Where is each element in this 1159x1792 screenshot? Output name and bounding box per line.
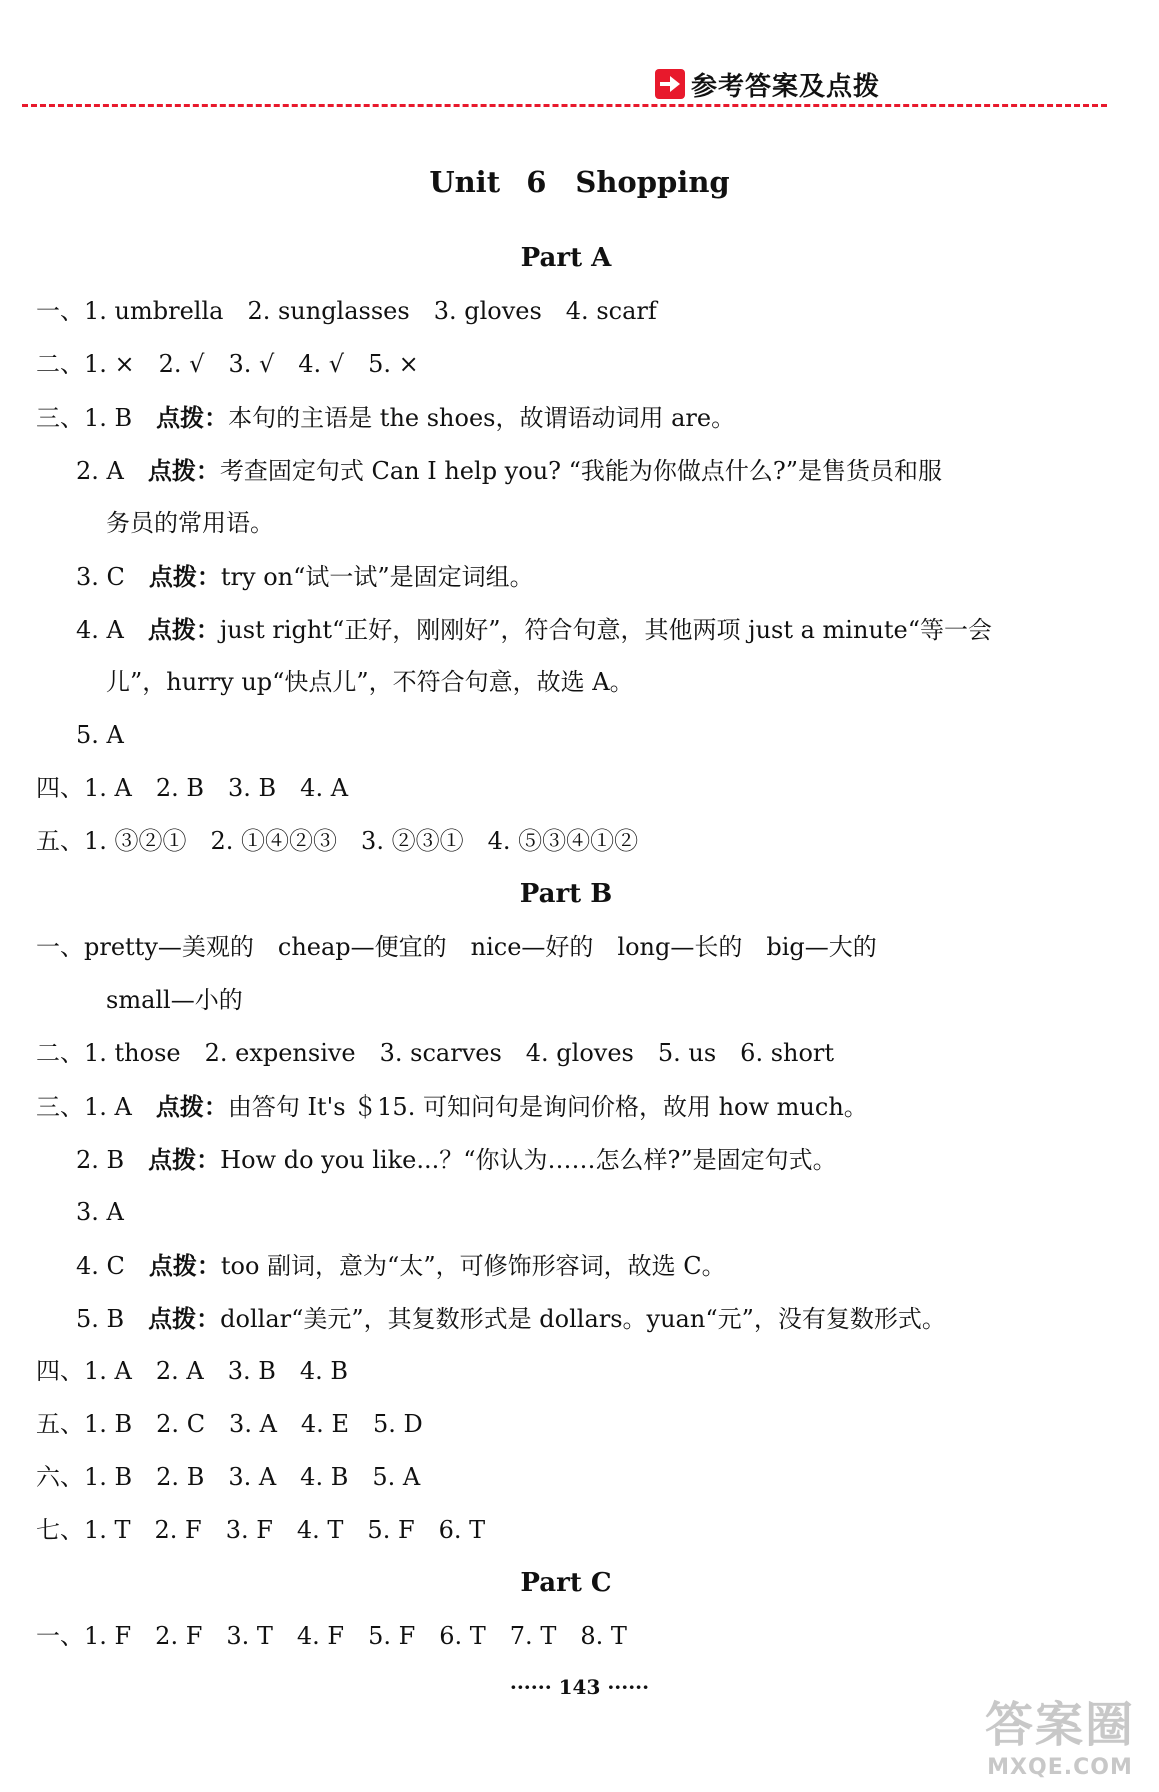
watermark-logo bbox=[970, 1695, 1150, 1790]
answer-text: 六、1. B 2. B 3. A 4. B 5. A bbox=[36, 1463, 421, 1491]
section-heading: Part B bbox=[519, 879, 613, 909]
answer-line bbox=[36, 391, 1096, 444]
tip-label: 点拨： bbox=[156, 403, 229, 432]
answer-text: 三、1. A bbox=[36, 1093, 132, 1121]
tip-note: How do you like...？“你认为……怎么样?”是固定句式。 bbox=[220, 1146, 837, 1174]
tip-label: 点拨： bbox=[148, 562, 221, 591]
answer-text: 4. C bbox=[76, 1252, 125, 1280]
tip-note: just right“正好，刚刚好”，符合句意，其他两项 just a minute“等一会 bbox=[219, 616, 993, 644]
page-header bbox=[0, 0, 1159, 110]
tip-note: 考查固定句式 Can I help you? “我能为你做点什么?”是售货员和服 bbox=[219, 457, 943, 485]
tip-label: 点拨： bbox=[147, 456, 220, 485]
tip-note: 本句的主语是 the shoes，故谓语动词用 are。 bbox=[228, 404, 736, 432]
answer-line bbox=[36, 1133, 1096, 1186]
answer-line bbox=[36, 1345, 1096, 1398]
answer-content bbox=[36, 232, 1096, 1663]
tip-note: dollar“美元”，其复数形式是 dollars。yuan“元”，没有复数形式。 bbox=[220, 1305, 946, 1333]
answer-text: 务员的常用语。 bbox=[106, 509, 274, 537]
answer-text: 一、1. F 2. F 3. T 4. F 5. F 6. T 7. T 8. T bbox=[36, 1622, 627, 1650]
answer-text: 七、1. T 2. F 3. F 4. T 5. F 6. T bbox=[36, 1516, 486, 1544]
unit-title: Unit 6 Shopping bbox=[429, 165, 730, 199]
section-heading: Part C bbox=[520, 1568, 612, 1598]
answer-text: 三、1. B bbox=[36, 404, 133, 432]
answer-line bbox=[36, 656, 1096, 709]
answer-line bbox=[36, 550, 1096, 603]
answer-line bbox=[36, 1027, 1096, 1080]
answer-line bbox=[36, 1398, 1096, 1451]
tip-label: 点拨： bbox=[148, 1304, 221, 1333]
page-number: ······ 143 ······ bbox=[509, 1675, 650, 1699]
answer-text: 五、1. ③②① 2. ①④②③ 3. ②③① 4. ⑤③④①② bbox=[36, 827, 639, 855]
answer-line bbox=[36, 1080, 1096, 1133]
answer-text: 2. A bbox=[76, 457, 124, 485]
answer-line bbox=[36, 1239, 1096, 1292]
answer-line bbox=[36, 921, 1096, 974]
answer-line bbox=[36, 497, 1096, 550]
answer-line bbox=[36, 974, 1096, 1027]
watermark-main: 答案圈 bbox=[984, 1697, 1135, 1753]
watermark-sub: MXQE.COM bbox=[987, 1755, 1133, 1780]
tip-note: 由答句 It's ＄15. 可知问句是询问价格，故用 how much。 bbox=[227, 1093, 868, 1121]
answer-text: 5. A bbox=[76, 721, 124, 749]
answer-line bbox=[36, 1504, 1096, 1557]
answer-text: 5. B bbox=[76, 1305, 125, 1333]
tip-label: 点拨： bbox=[148, 1251, 221, 1280]
answer-line bbox=[36, 444, 1096, 497]
answer-line bbox=[36, 762, 1096, 815]
answer-line bbox=[36, 603, 1096, 656]
section-heading: Part A bbox=[520, 243, 612, 273]
answer-line bbox=[36, 338, 1096, 391]
tip-note: too 副词，意为“太”，可修饰形容词，故选 C。 bbox=[220, 1252, 726, 1280]
answer-text: 二、1. × 2. √ 3. √ 4. √ 5. × bbox=[36, 350, 419, 378]
answer-line bbox=[36, 1292, 1096, 1345]
header-title bbox=[655, 64, 880, 104]
answer-line bbox=[36, 285, 1096, 338]
answer-line bbox=[36, 815, 1096, 868]
answer-text: 儿”，hurry up“快点儿”，不符合句意，故选 A。 bbox=[106, 668, 634, 696]
header-dashed-rule bbox=[22, 104, 1107, 107]
answer-text: 4. A bbox=[76, 616, 124, 644]
answer-text: 二、1. those 2. expensive 3. scarves 4. gloves 5. us 6. short bbox=[36, 1039, 835, 1067]
answer-line bbox=[36, 1451, 1096, 1504]
answer-text: 3. A bbox=[76, 1198, 124, 1226]
answer-text: 一、1. umbrella 2. sunglasses 3. gloves 4. scarf bbox=[36, 297, 657, 325]
answer-text: 3. C bbox=[76, 563, 125, 591]
answer-line bbox=[36, 709, 1096, 762]
answer-text: 一、pretty—美观的 cheap—便宜的 nice—好的 long—长的 big—大的 bbox=[36, 933, 877, 961]
header-title-text: 参考答案及点拨 bbox=[691, 71, 881, 102]
tip-label: 点拨： bbox=[155, 1092, 228, 1121]
answer-text: 2. B bbox=[76, 1146, 125, 1174]
answer-text: small—小的 bbox=[106, 986, 243, 1014]
answer-line bbox=[36, 1610, 1096, 1663]
answer-line bbox=[36, 1186, 1096, 1239]
answer-text: 四、1. A 2. A 3. B 4. B bbox=[36, 1357, 349, 1385]
arrow-right-icon bbox=[655, 69, 685, 99]
tip-note: try on“试一试”是固定词组。 bbox=[220, 563, 534, 591]
answer-text: 四、1. A 2. B 3. B 4. A bbox=[36, 774, 349, 802]
tip-label: 点拨： bbox=[148, 1145, 221, 1174]
tip-label: 点拨： bbox=[147, 615, 220, 644]
answer-text: 五、1. B 2. C 3. A 4. E 5. D bbox=[36, 1410, 423, 1438]
